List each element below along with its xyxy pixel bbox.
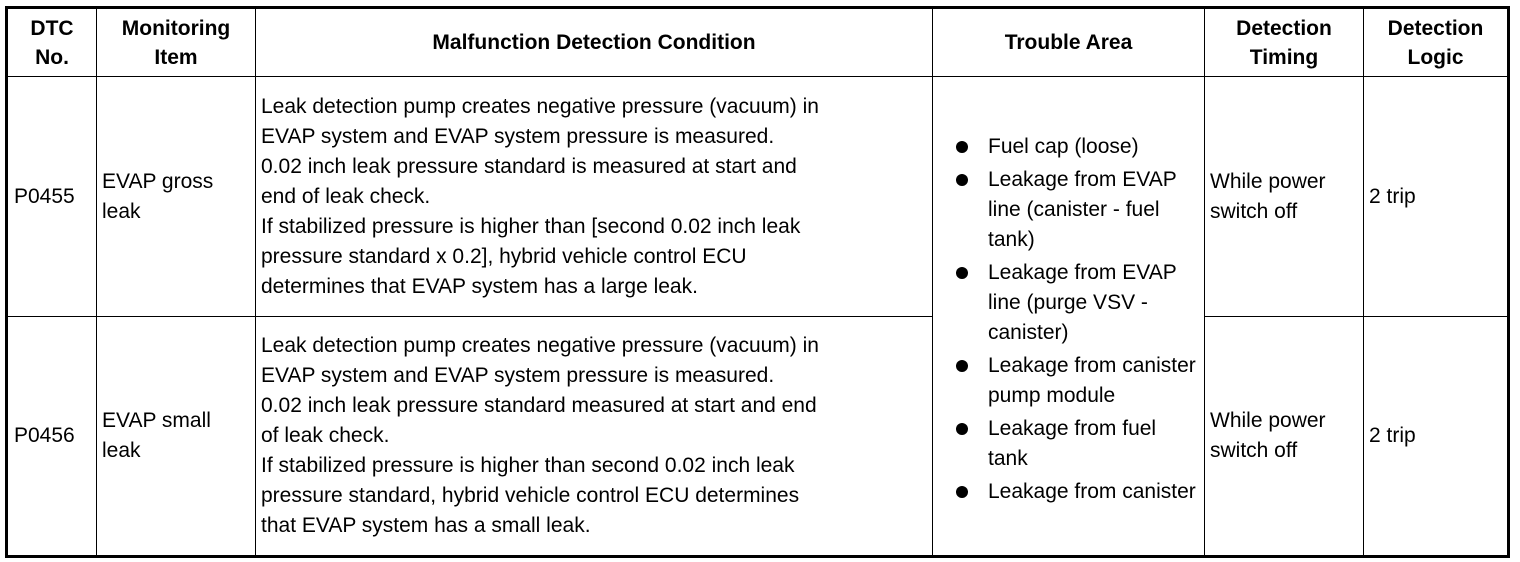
condition-line: that EVAP system has a small leak. bbox=[261, 514, 591, 537]
table-row bbox=[7, 77, 1509, 317]
detection-timing-cell: While power switch off bbox=[1205, 77, 1364, 317]
list-item bbox=[945, 477, 1201, 507]
bullet-icon bbox=[956, 267, 968, 279]
header-detection-logic: Detection Logic bbox=[1364, 8, 1509, 77]
malfunction-condition-cell bbox=[256, 317, 933, 557]
condition-line: Leak detection pump creates negative pressure (vacuum) in bbox=[261, 94, 819, 118]
trouble-area-list bbox=[945, 132, 1201, 507]
list-item bbox=[945, 258, 1201, 348]
detection-logic-cell: 2 trip bbox=[1364, 317, 1509, 557]
header-dtc-no: DTC No. bbox=[7, 8, 97, 77]
list-item bbox=[945, 165, 1201, 255]
header-row bbox=[7, 8, 1509, 77]
trouble-area-item: Leakage from canister pump module bbox=[988, 354, 1196, 407]
list-item bbox=[945, 132, 1201, 162]
condition-line: pressure standard x 0.2], hybrid vehicle control ECU bbox=[261, 244, 747, 268]
header-trouble-area: Trouble Area bbox=[933, 8, 1205, 77]
trouble-area-item: Fuel cap (loose) bbox=[988, 135, 1139, 158]
condition-line: EVAP system and EVAP system pressure is measured. bbox=[261, 124, 775, 148]
condition-line: of leak check. bbox=[261, 424, 390, 447]
condition-line: Leak detection pump creates negative pressure (vacuum) in bbox=[261, 334, 819, 357]
condition-line: If stabilized pressure is higher than second 0.02 inch leak bbox=[261, 454, 795, 477]
trouble-area-item: Leakage from canister bbox=[988, 480, 1196, 503]
condition-line: 0.02 inch leak pressure standard measured at start and end bbox=[261, 394, 817, 417]
detection-timing-cell: While power switch off bbox=[1205, 317, 1364, 557]
malfunction-condition-cell bbox=[256, 77, 933, 317]
condition-line: end of leak check. bbox=[261, 184, 431, 208]
condition-line: pressure standard, hybrid vehicle control ECU determines bbox=[261, 484, 800, 507]
detection-logic-cell: 2 trip bbox=[1364, 77, 1509, 317]
condition-line: 0.02 inch leak pressure standard is measured at start and bbox=[261, 154, 797, 178]
condition-line: If stabilized pressure is higher than [second 0.02 inch leak bbox=[261, 214, 801, 238]
bullet-icon bbox=[956, 423, 968, 435]
condition-line: EVAP system and EVAP system pressure is measured. bbox=[261, 364, 775, 387]
header-detection-timing: Detection Timing bbox=[1205, 8, 1364, 77]
list-item bbox=[945, 351, 1201, 411]
trouble-area-item: Leakage from EVAP line (purge VSV - canister) bbox=[988, 261, 1177, 344]
dtc-code-cell: P0456 bbox=[7, 317, 97, 557]
bullet-icon bbox=[956, 141, 968, 153]
header-malfunction-condition: Malfunction Detection Condition bbox=[256, 8, 933, 77]
trouble-area-item: Leakage from EVAP line (canister - fuel tank) bbox=[988, 168, 1177, 251]
monitoring-item-cell: EVAP small leak bbox=[97, 317, 256, 557]
bullet-icon bbox=[956, 486, 968, 498]
trouble-area-item: Leakage from fuel tank bbox=[988, 417, 1157, 470]
bullet-icon bbox=[956, 360, 968, 372]
list-item bbox=[945, 414, 1201, 474]
dtc-code-cell: P0455 bbox=[7, 77, 97, 317]
trouble-area-cell bbox=[933, 77, 1205, 557]
bullet-icon bbox=[956, 174, 968, 186]
dtc-table bbox=[5, 6, 1510, 558]
table-row bbox=[7, 317, 1509, 557]
condition-line: determines that EVAP system has a large leak. bbox=[261, 274, 698, 298]
header-monitoring-item: Monitoring Item bbox=[97, 8, 256, 77]
monitoring-item-cell: EVAP gross leak bbox=[97, 77, 256, 317]
